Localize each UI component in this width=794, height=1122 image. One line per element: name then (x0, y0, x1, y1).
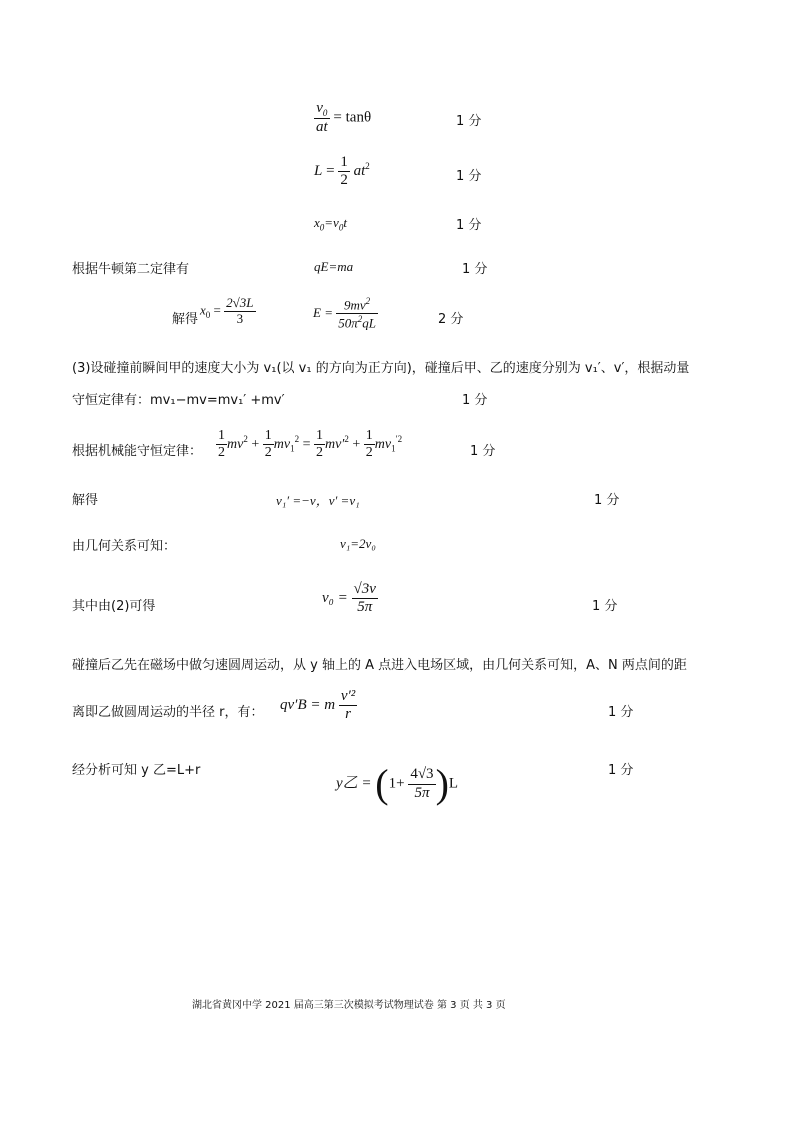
circle-line2: 离即乙做圆周运动的半径 r，有： (72, 705, 264, 720)
equation-L: L = $\frac{1}{2}$ $at^2$ (314, 154, 370, 189)
score-label: 1 分 (456, 218, 482, 233)
equation-v0-over-at: $\frac{v_0}{at}$ = tanθ (316, 100, 372, 136)
score-label: 1 分 (608, 763, 634, 778)
score-label: 1 分 (594, 493, 620, 508)
equation-v0-result: v₀ = $\frac{√3v}{5\pi}$ (322, 581, 376, 616)
equation-circle: qv′B = m $\frac{\text{v′²}}{r}$ (280, 688, 356, 723)
equation-x0: $x_0=v_0t$ (314, 215, 347, 233)
energy-label: 根据机械能守恒定律： (72, 444, 203, 459)
part3-line2: 守恒定律有：mv₁−mv=mv₁′ +mv′ (72, 393, 285, 408)
score-label: 1 分 (592, 599, 618, 614)
solve-label: 解得 (172, 312, 199, 327)
equation-energy: $\frac{1}{2}$ $mv^2$ + $\frac{1}{2}$ $mv_1^2$ = $\frac{1}{2}$ $mv'^2$ + $\frac{1}{2}$ $mv_1^{'2}$ (218, 428, 403, 461)
score-label: 1 分 (456, 169, 482, 184)
from2-label: 其中由(2)可得 (72, 599, 156, 614)
equation-final: y乙 = (1+ $\frac{4√3}{5\pi}$ )L (336, 761, 459, 806)
geometry-label: 由几何关系可知： (72, 539, 177, 554)
score-label: 2 分 (438, 312, 464, 327)
score-label: 1 分 (462, 262, 488, 277)
solve2-label: 解得 (72, 493, 99, 508)
score-label: 1 分 (608, 705, 634, 720)
equation-newton: qE=ma (314, 259, 354, 274)
part3-line1: (3)设碰撞前瞬间甲的速度大小为 v₁(以 v₁ 的方向为正方向)，碰撞后甲、乙的速度分别为 v₁′、v′，根据动量 (72, 361, 690, 376)
score-label: 1 分 (470, 444, 496, 459)
equation-E-result: E = $\frac{9mv^2}{50\pi^2qL}$ (313, 296, 376, 331)
final-label: 经分析可知 y 乙=L+r (72, 763, 201, 778)
score-label: 1 分 (462, 393, 488, 408)
page-footer: 湖北省黄冈中学 2021 届高三第三次模拟考试物理试卷 第 3 页 共 3 页 (192, 1000, 506, 1011)
equation-x0-result: $x_0$ = $\frac{2√3L}{3}$ (200, 295, 254, 326)
equation-solve2: v₁′ =−v，v′ =v₁ (276, 493, 360, 508)
circle-line1: 碰撞后乙先在磁场中做匀速圆周运动，从 y 轴上的 A 点进入电场区域，由几何关系可知，A、N 两点间的距 (72, 658, 687, 673)
equation-geometry: v₁=2v₀ (340, 536, 376, 551)
score-label: 1 分 (456, 114, 482, 129)
newton-label: 根据牛顿第二定律有 (72, 262, 190, 277)
